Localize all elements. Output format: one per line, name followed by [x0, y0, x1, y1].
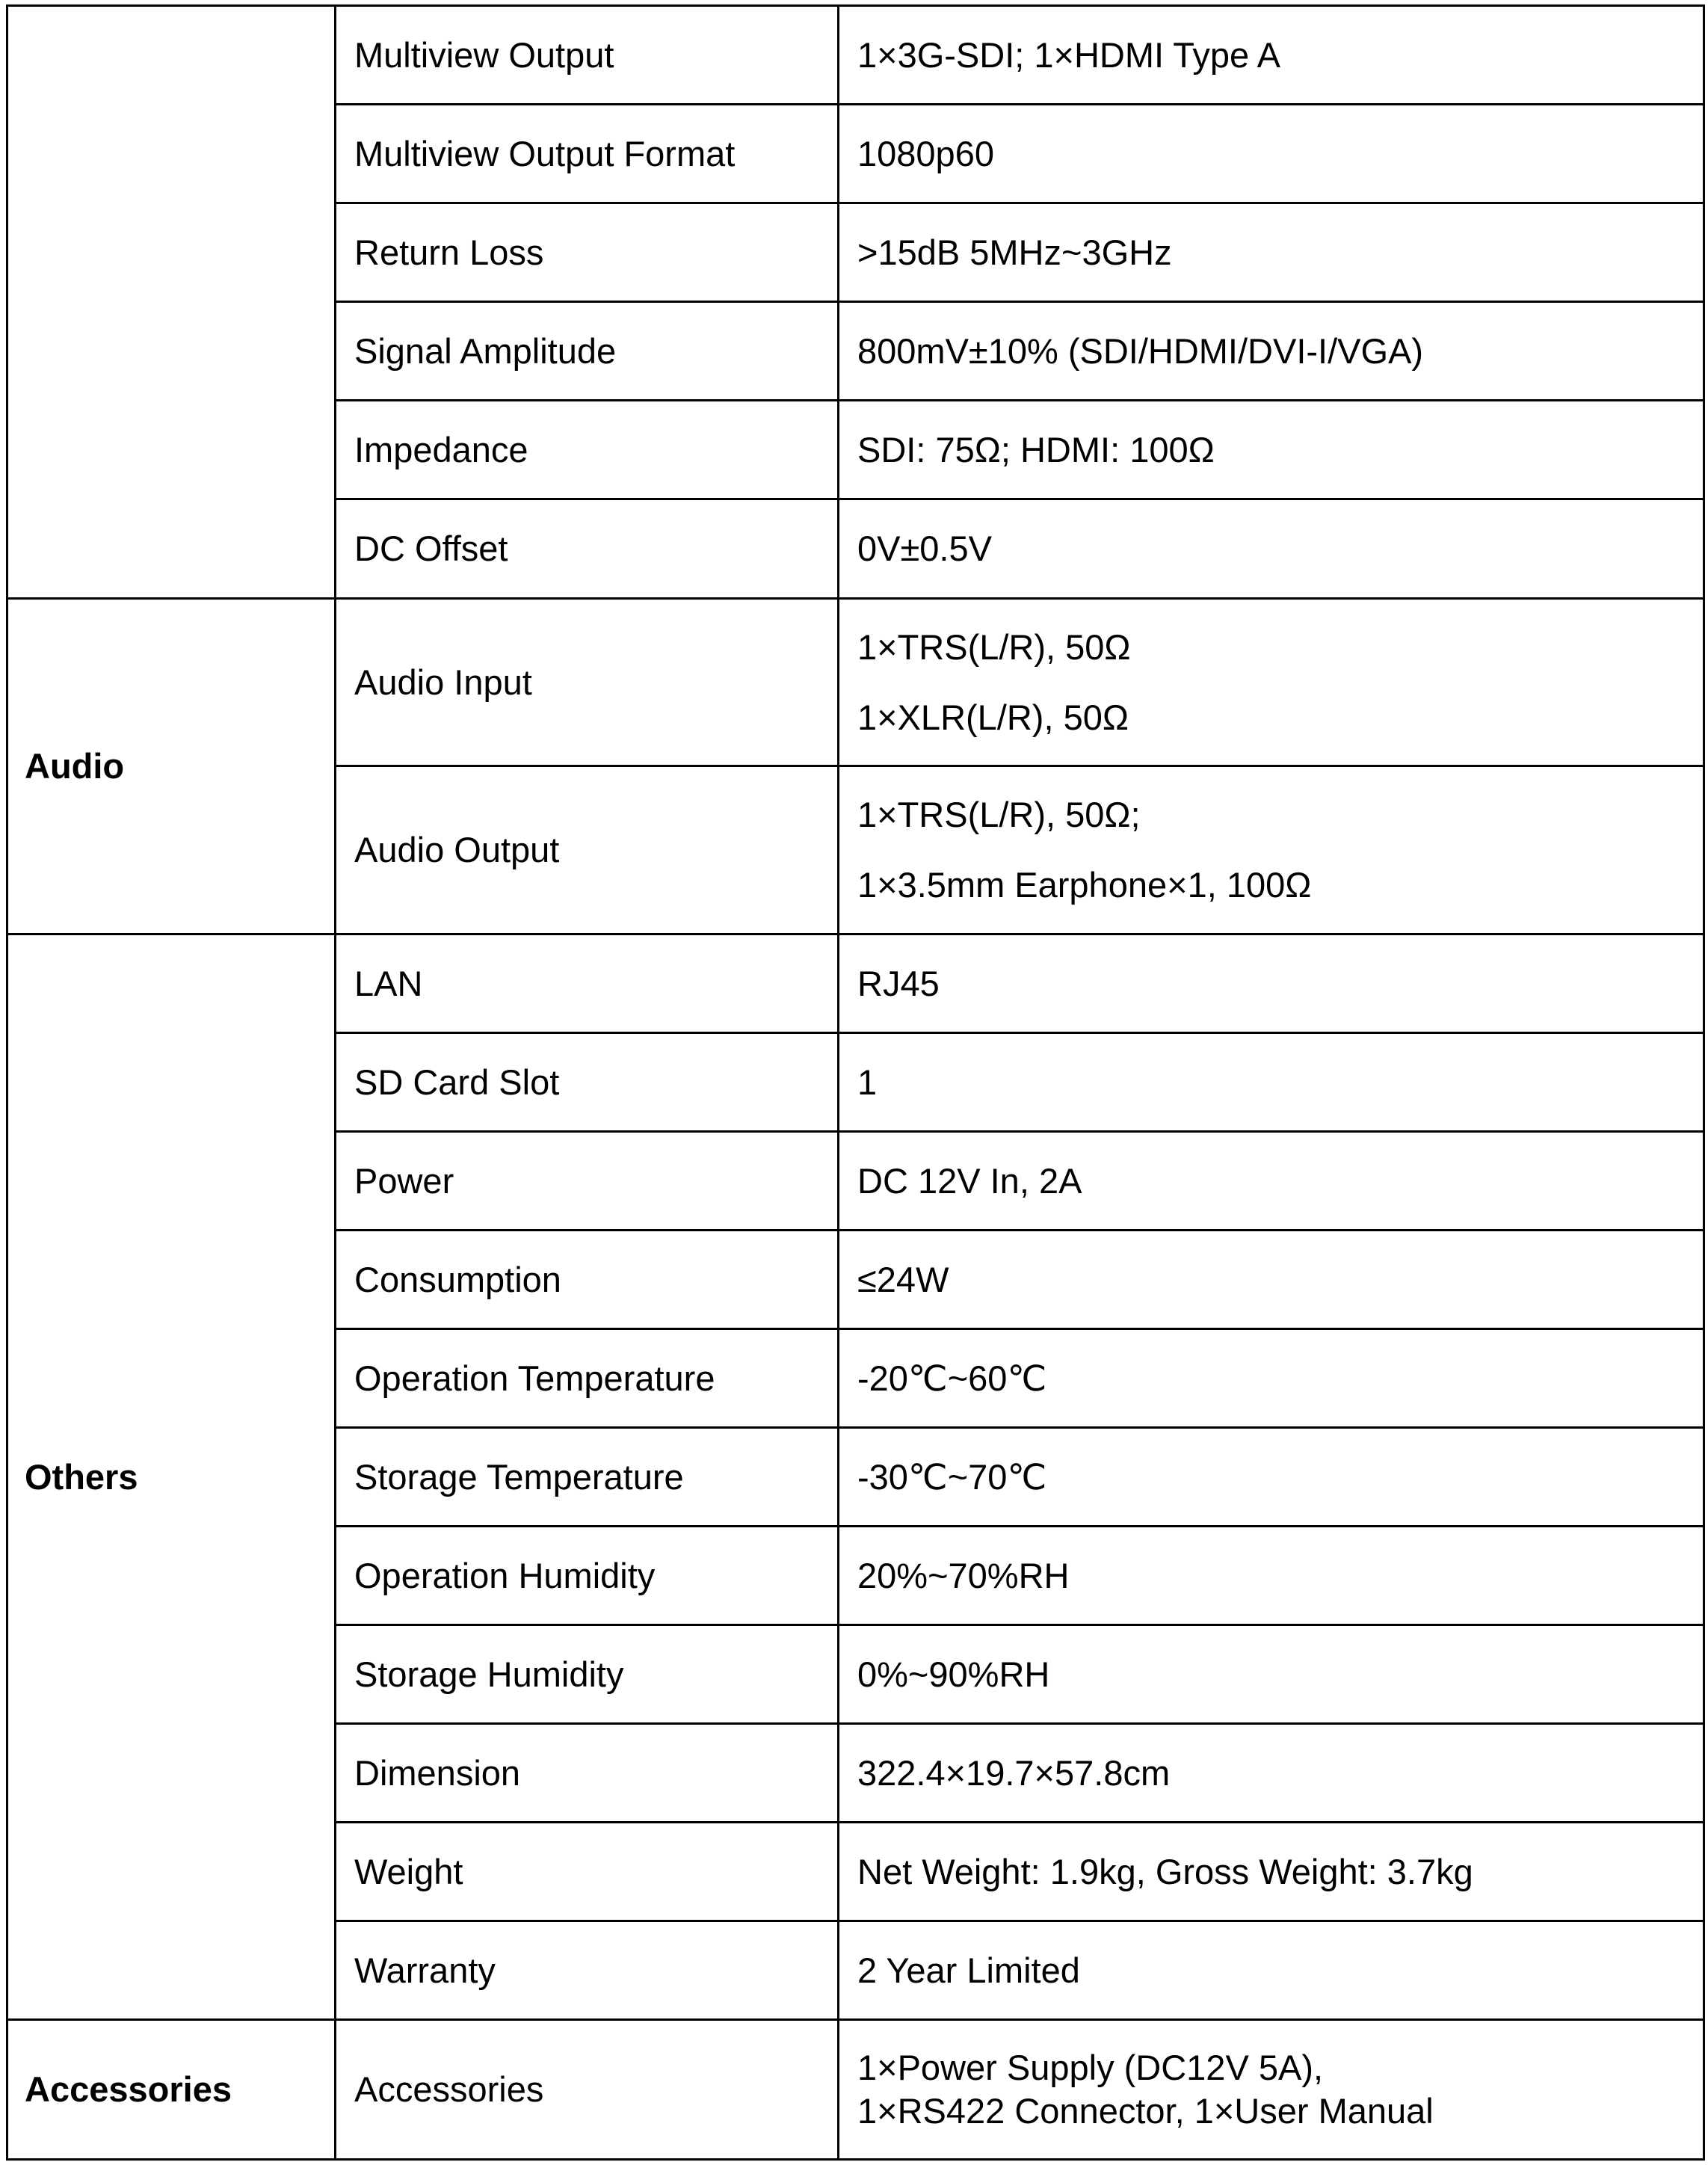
spec-value — [839, 1724, 1704, 1823]
spec-value-line: 20%~70%RH — [857, 1555, 1070, 1595]
spec-value — [839, 1823, 1704, 1921]
spec-value-line: 1080p60 — [857, 133, 994, 173]
spec-value — [839, 401, 1704, 499]
spec-name: Warranty — [336, 1921, 839, 2020]
spec-row — [7, 6, 1704, 105]
spec-value — [839, 766, 1704, 934]
spec-name: Multiview Output Format — [336, 105, 839, 203]
spec-value-line: >15dB 5MHz~3GHz — [857, 232, 1172, 272]
spec-value — [839, 1625, 1704, 1724]
spec-value — [839, 499, 1704, 599]
spec-name: Audio Output — [336, 766, 839, 934]
spec-value-line: 1×3.5mm Earphone×1, 100Ω — [857, 865, 1312, 905]
spec-value-line: Net Weight: 1.9kg, Gross Weight: 3.7kg — [857, 1851, 1473, 1891]
spec-value — [839, 2020, 1704, 2160]
spec-name: DC Offset — [336, 499, 839, 599]
category-label-audio: Audio — [7, 599, 336, 934]
spec-name: Weight — [336, 1823, 839, 1921]
spec-value — [839, 599, 1704, 766]
spec-value-line: 1 — [857, 1062, 878, 1102]
spec-value-line: 1×3G-SDI; 1×HDMI Type A — [857, 34, 1280, 75]
spec-name: LAN — [336, 934, 839, 1033]
spec-name: Audio Input — [336, 599, 839, 766]
spec-value-line: ≤24W — [857, 1259, 949, 1299]
spec-name: Power — [336, 1132, 839, 1231]
spec-table — [6, 4, 1705, 2161]
spec-value-line: SDI: 75Ω; HDMI: 100Ω — [857, 429, 1215, 469]
spec-value — [839, 1231, 1704, 1329]
spec-name: Return Loss — [336, 203, 839, 302]
spec-value — [839, 1033, 1704, 1132]
spec-value-line: 1×TRS(L/R), 50Ω — [857, 626, 1131, 667]
spec-value — [839, 1428, 1704, 1527]
spec-value-line: 1×TRS(L/R), 50Ω; — [857, 795, 1141, 835]
spec-value — [839, 1921, 1704, 2020]
category-label-accessories: Accessories — [7, 2020, 336, 2160]
spec-value-line: RJ45 — [857, 963, 940, 1003]
spec-name: Accessories — [336, 2020, 839, 2160]
spec-value — [839, 302, 1704, 401]
spec-value-line: 0%~90%RH — [857, 1654, 1050, 1694]
spec-value-line: 0V±0.5V — [857, 529, 992, 569]
spec-name: Consumption — [336, 1231, 839, 1329]
spec-value-line: 1×RS422 Connector, 1×User Manual — [857, 2091, 1434, 2131]
spec-value-line: 1×XLR(L/R), 50Ω — [857, 697, 1129, 737]
spec-value-line: -20℃~60℃ — [857, 1358, 1047, 1398]
spec-value-line: 2 Year Limited — [857, 1950, 1080, 1990]
spec-value-line: 800mV±10% (SDI/HDMI/DVI-I/VGA) — [857, 330, 1424, 371]
spec-name: Storage Temperature — [336, 1428, 839, 1527]
spec-value — [839, 203, 1704, 302]
category-cell-empty — [7, 6, 336, 599]
spec-name: Storage Humidity — [336, 1625, 839, 1724]
spec-value-line: 1×Power Supply (DC12V 5A), — [857, 2048, 1324, 2088]
spec-name: Operation Temperature — [336, 1329, 839, 1428]
spec-name: Impedance — [336, 401, 839, 499]
spec-name: Signal Amplitude — [336, 302, 839, 401]
spec-name: Dimension — [336, 1724, 839, 1823]
spec-row — [7, 599, 1704, 766]
spec-value — [839, 105, 1704, 203]
spec-name: SD Card Slot — [336, 1033, 839, 1132]
spec-value — [839, 934, 1704, 1033]
category-label-others: Others — [7, 934, 336, 2020]
spec-name: Operation Humidity — [336, 1527, 839, 1625]
spec-row — [7, 934, 1704, 1033]
spec-name: Multiview Output — [336, 6, 839, 105]
spec-value-line: 322.4×19.7×57.8cm — [857, 1752, 1171, 1793]
spec-value-line: -30℃~70℃ — [857, 1456, 1047, 1497]
spec-value-line: DC 12V In, 2A — [857, 1160, 1082, 1201]
spec-value — [839, 1329, 1704, 1428]
spec-row — [7, 2020, 1704, 2160]
spec-value — [839, 1132, 1704, 1231]
spec-value — [839, 6, 1704, 105]
spec-value — [839, 1527, 1704, 1625]
